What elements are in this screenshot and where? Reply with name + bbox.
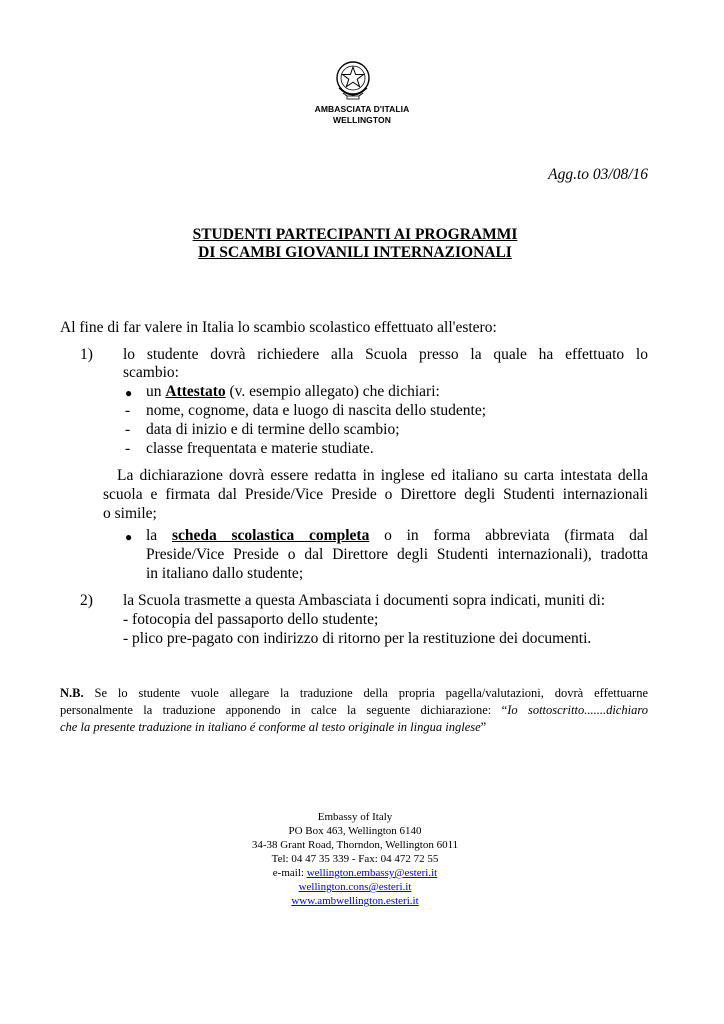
item1-bullet1: un Attestato (v. esempio allegato) che dichiari: <box>146 383 440 400</box>
embassy-city: WELLINGTON <box>333 115 391 125</box>
item1-line2: scambio: <box>123 364 179 381</box>
item1-dash3: classe frequentata e materie studiate. <box>146 440 374 457</box>
nb-line2: personalmente la traduzione apponendo in calce la seguente dichiarazione: “Io sottoscritto.......dichiaro <box>60 703 648 717</box>
footer-email2-row <box>0 880 710 894</box>
email-link-consulate[interactable]: wellington.cons@esteri.it <box>298 881 412 893</box>
dash-marker: - <box>125 421 131 438</box>
item2-line2: - fotocopia del passaporto dello studente; <box>123 611 379 628</box>
embassy-name: AMBASCIATA D'ITALIA <box>314 104 410 114</box>
item1-para-line2: scuola e firmata dal Preside/Vice Preside o Direttore degli Studenti internazionali <box>103 486 648 503</box>
bullet-icon: ● <box>125 530 133 544</box>
footer-po-box: PO Box 463, Wellington 6140 <box>288 825 422 837</box>
page-title-line2: DI SCAMBI GIOVANILI INTERNAZIONALI <box>198 244 512 261</box>
item1-para-line3: o simile; <box>103 505 157 522</box>
dash-marker: - <box>125 440 131 457</box>
item1-bullet2-line1: la scheda scolastica completa o in forma abbreviata (firmata dal <box>146 527 649 544</box>
page-title-line1: STUDENTI PARTECIPANTI AI PROGRAMMI <box>192 226 518 243</box>
dash-marker: - <box>125 402 131 419</box>
item2-line3: - plico pre-pagato con indirizzo di ritorno per la restituzione dei documenti. <box>123 630 592 647</box>
item1-dash2: data di inizio e di termine dello scambio; <box>146 421 400 438</box>
item1-line1: lo studente dovrà richiedere alla Scuola presso la quale ha effettuato lo <box>123 346 648 363</box>
item1-number: 1) <box>80 346 93 363</box>
footer-phone: Tel: 04 47 35 339 - Fax: 04 472 72 55 <box>271 853 439 865</box>
intro-text: Al fine di far valere in Italia lo scambio scolastico effettuato all'estero: <box>60 319 497 336</box>
item1-bullet2-line2: Preside/Vice Preside o dal Direttore degli Studenti internazionali), tradotta <box>146 546 648 563</box>
footer-website-row <box>0 894 710 908</box>
footer-address: 34-38 Grant Road, Thorndon, Wellington 6011 <box>251 839 459 851</box>
nb-line1: N.B. Se lo studente vuole allegare la traduzione della propria pagella/valutazioni, dovrà effettuarne <box>60 686 648 700</box>
website-link[interactable]: www.ambwellington.esteri.it <box>291 895 419 907</box>
update-date: Agg.to 03/08/16 <box>548 166 648 183</box>
italian-republic-emblem-icon <box>334 58 372 102</box>
nb-line3: che la presente traduzione in italiano é conforme al testo originale in lingua inglese” <box>60 720 487 734</box>
item2-number: 2) <box>80 592 93 609</box>
item1-dash1: nome, cognome, data e luogo di nascita dello studente; <box>146 402 487 419</box>
footer-name: Embassy of Italy <box>317 811 393 823</box>
email-link-embassy[interactable]: wellington.embassy@esteri.it <box>306 867 438 879</box>
item1-bullet2-line3: in italiano dallo studente; <box>146 565 304 582</box>
bullet-icon: ● <box>125 386 133 400</box>
footer-email-row: e-mail: wellington.embassy@esteri.it <box>272 867 438 879</box>
item2-line1: la Scuola trasmette a questa Ambasciata i documenti sopra indicati, muniti di: <box>123 592 606 609</box>
item1-para-line1: La dichiarazione dovrà essere redatta in inglese ed italiano su carta intestata della <box>117 467 648 484</box>
